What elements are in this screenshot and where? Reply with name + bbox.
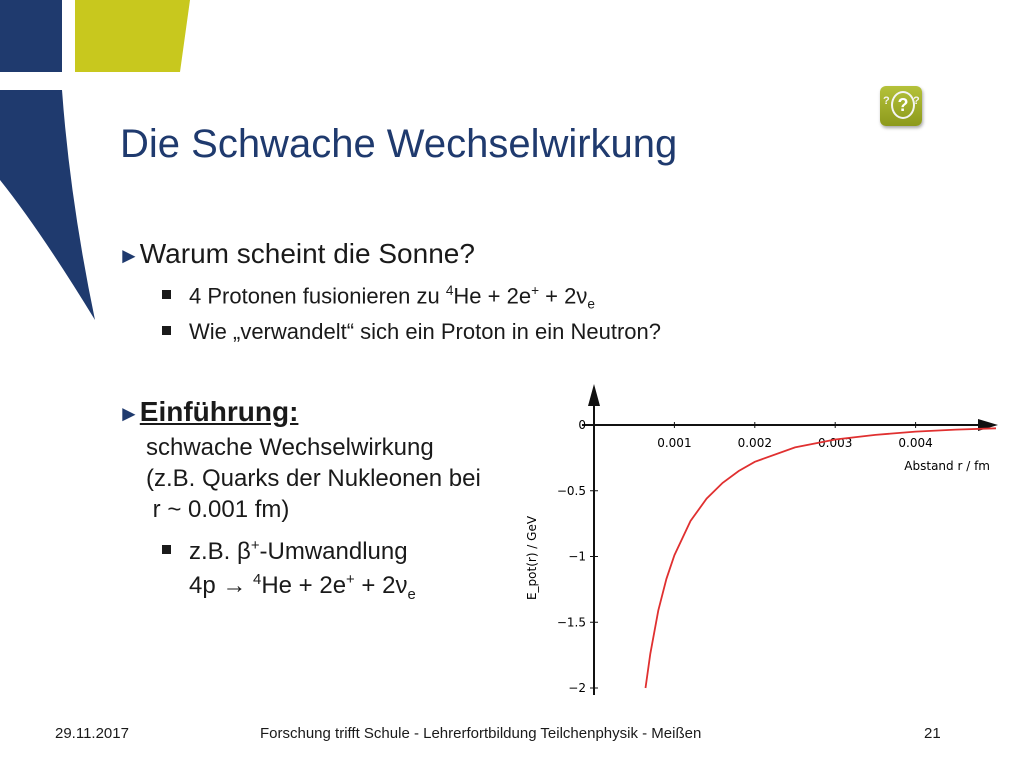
- sub-bullet-proton: [162, 319, 661, 345]
- reaction-sup-4: 4: [253, 572, 262, 588]
- arrow-bullet-icon: ►: [118, 243, 140, 268]
- beta-text-b: -Umwandlung: [259, 538, 408, 565]
- y-tick-label: −1.5: [556, 615, 586, 630]
- x-tick-label: 0.003: [818, 436, 853, 450]
- potential-chart: [520, 380, 1000, 695]
- fusion-sup-4: 4: [445, 283, 454, 298]
- square-bullet-icon: [162, 545, 171, 554]
- square-bullet-icon: [162, 290, 171, 299]
- x-tick-label: 0.004: [898, 436, 933, 450]
- reaction-sub-e: e: [407, 586, 416, 603]
- sub-bullet-fusion: [162, 283, 595, 312]
- fusion-sub-e: e: [587, 296, 595, 312]
- slide-title: Die Schwache Wechselwirkung: [120, 122, 678, 166]
- reaction-text-b: He + 2e: [261, 572, 347, 599]
- x-tick-label: 0.001: [657, 436, 692, 450]
- proton-text: Wie „verwandelt“ sich ein Proton in ein Neutron?: [189, 319, 662, 344]
- y-axis-label: E_pot(r) / GeV: [525, 515, 539, 601]
- help-button[interactable]: [880, 86, 922, 126]
- footer-page-number: 21: [924, 725, 941, 742]
- fusion-text-c: + 2: [539, 283, 577, 309]
- y-axis-arrow: [588, 384, 600, 406]
- reaction-text-c: + 2: [354, 572, 396, 599]
- bullet-question-text: Warum scheint die Sonne?: [139, 238, 475, 269]
- sub-bullet-beta: [162, 532, 416, 610]
- deco-blue-block: [0, 0, 62, 72]
- fusion-text-b: He + 2e: [453, 283, 532, 309]
- fusion-nu: ν: [576, 283, 588, 309]
- fusion-sup-plus: +: [531, 283, 540, 298]
- intro-line-3: r ~ 0.001 fm): [146, 496, 290, 523]
- y-tick-label: −0.5: [556, 483, 586, 498]
- arrow-bullet-icon: ►: [118, 401, 140, 426]
- help-q-left: ?: [883, 95, 890, 107]
- y-tick-label: 0: [578, 418, 586, 432]
- deco-green-block: [75, 0, 190, 72]
- intro-line-2: (z.B. Quarks der Nukleonen bei: [146, 465, 481, 492]
- x-tick-label: 0.002: [737, 436, 772, 450]
- intro-body: [146, 432, 481, 525]
- beta-sup-plus: +: [250, 538, 260, 554]
- help-question-icon: ?: [891, 91, 915, 119]
- intro-heading: Einführung:: [139, 396, 299, 427]
- reaction-sup-plus: +: [346, 572, 355, 588]
- help-q-right: ?: [913, 95, 920, 107]
- beta-symbol: β: [237, 538, 251, 565]
- reaction-nu: ν: [395, 572, 408, 599]
- fusion-text-a: 4 Protonen fusionieren zu: [189, 283, 446, 309]
- intro-line-1: schwache Wechselwirkung: [146, 434, 434, 461]
- x-axis-label: Abstand r / fm: [904, 459, 990, 473]
- reaction-text-a: 4p →: [189, 572, 254, 599]
- footer-title: Forschung trifft Schule - Lehrerfortbildung Teilchenphysik - Meißen: [260, 725, 702, 742]
- y-tick-label: −2: [568, 681, 586, 695]
- bullet-intro: [118, 396, 298, 428]
- y-tick-label: −1: [568, 549, 586, 564]
- deco-blue-curve: [0, 90, 95, 320]
- bullet-question: [118, 238, 475, 270]
- footer-date: 29.11.2017: [55, 725, 129, 742]
- square-bullet-icon: [162, 326, 171, 335]
- beta-text-a: z.B.: [189, 538, 238, 565]
